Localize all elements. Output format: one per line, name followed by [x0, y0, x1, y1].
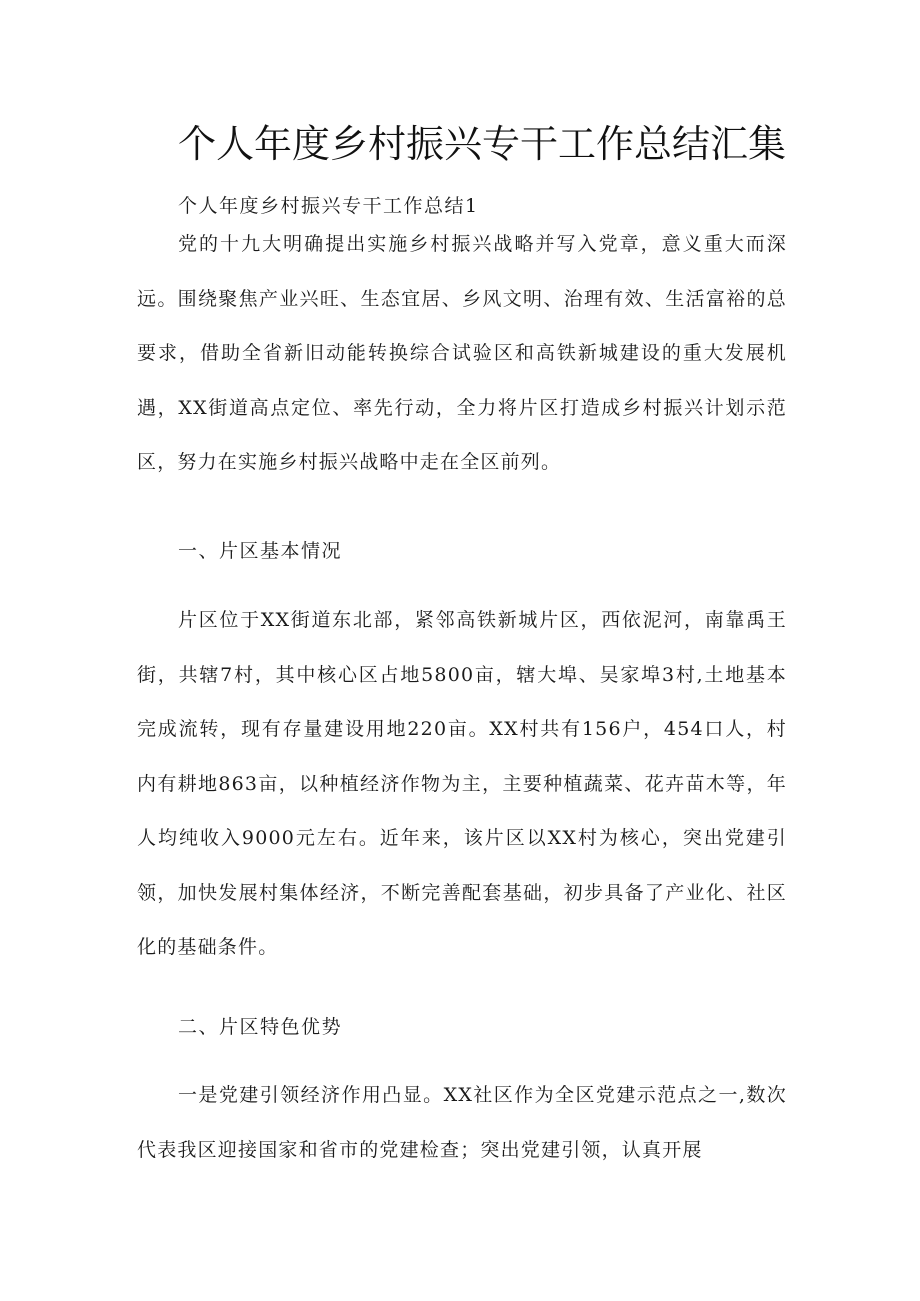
intro-paragraph: 党的十九大明确提出实施乡村振兴战略并写入党章，意义重大而深远。围绕聚焦产业兴旺、生态宜居、乡风文明、治理有效、生活富裕的总要求，借助全省新旧动能转换综合试验区和高铁新城建设的重大发展机遇，XX街道高点定位、率先行动，全力将片区打造成乡村振兴计划示范区，努力在实施乡村振兴战略中走在全区前列。	[137, 233, 787, 473]
section-heading-basic-situation: 一、片区基本情况	[178, 540, 343, 562]
section-paragraph-advantages: 一是党建引领经济作用凸显。XX社区作为全区党建示范点之一,数次代表我区迎接国家和省市的党建检查；突出党建引领，认真开展	[137, 1084, 787, 1161]
document-title: 个人年度乡村振兴专干工作总结汇集	[178, 122, 787, 166]
section-paragraph-basic-situation: 片区位于XX街道东北部，紧邻高铁新城片区，西依泥河，南靠禹王街，共辖7村，其中核心区占地5800亩，辖大埠、吴家埠3村,土地基本完成流转，现有存量建设用地220亩。XX村共有156户，454口人，村内有耕地863亩，以种植经济作物为主，主要种植蔬菜、花卉苗木等，年人均纯收入9000元左右。近年来，该片区以XX村为核心，突出党建引领，加快发展村集体经济，不断完善配套基础，初步具备了产业化、社区化的基础条件。	[137, 609, 787, 958]
section-heading-advantages: 二、片区特色优势	[178, 1016, 343, 1038]
document-subtitle: 个人年度乡村振兴专干工作总结1	[178, 195, 479, 217]
